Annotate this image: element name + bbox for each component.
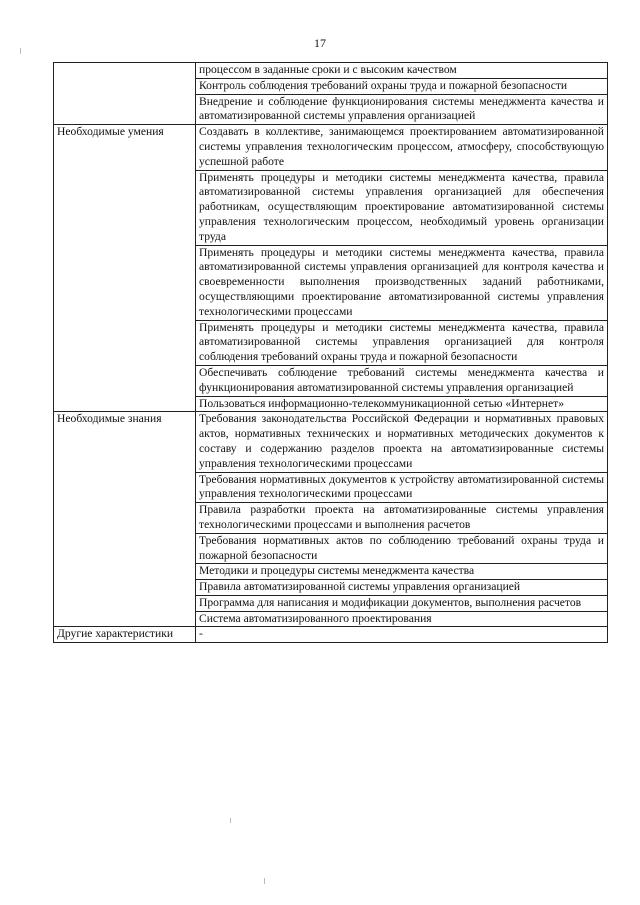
table-cell: Программа для написания и модификации документов, выполнения расчетов <box>196 595 608 611</box>
table-row <box>54 627 608 643</box>
table-cell: Правила автоматизированной системы управления организацией <box>196 580 608 596</box>
table-cell: процессом в заданные сроки и с высоким качеством <box>196 63 608 79</box>
table-cell: Методики и процедуры системы менеджмента качества <box>196 564 608 580</box>
scan-mark <box>20 48 21 54</box>
skills-label: Необходимые умения <box>54 125 196 412</box>
table-cell: Создавать в коллективе, занимающемся проектированием автоматизированной системы управления технологическим процессом, атмосферу, способствующую успешной работе <box>196 125 608 170</box>
table-cell: - <box>196 627 608 643</box>
page-number: 17 <box>314 36 326 50</box>
table-cell: Требования законодательства Российской Федерации и нормативных правовых актов, нормативных технических и нормативных методических документов к составу и содержанию разделов проекта на автоматизированные системы управления технологическими процессами <box>196 412 608 472</box>
table-cell: Применять процедуры и методики системы менеджмента качества, правила автоматизированной системы управления организацией для контроля соблюдения требований охраны труда и пожарной безопасности <box>196 320 608 365</box>
knowledge-label: Необходимые знания <box>54 412 196 627</box>
table-cell: Внедрение и соблюдение функционирования системы менеджмента качества и автоматизированной системы управления организацией <box>196 94 608 125</box>
table-cell: Применять процедуры и методики системы менеджмента качества, правила автоматизированной системы управления организацией для контроля качества и своевременности выполнения производственных заданий работниками, осуществляющими проектирование автоматизированной системы управления технологическими процессами <box>196 245 608 320</box>
table-row <box>54 125 608 170</box>
table-cell: Правила разработки проекта на автоматизированные системы управления технологическими процессами и выполнения расчетов <box>196 503 608 534</box>
table-cell: Требования нормативных актов по соблюдению требований охраны труда и пожарной безопасности <box>196 533 608 564</box>
requirements-table <box>53 62 608 643</box>
table-cell: Требования нормативных документов к устройству автоматизированной системы управления технологическими процессами <box>196 472 608 503</box>
table-cell: Контроль соблюдения требований охраны труда и пожарной безопасности <box>196 78 608 94</box>
scan-mark <box>264 878 265 884</box>
table-row <box>54 63 608 79</box>
table-cell: Пользоваться информационно-телекоммуникационной сетью «Интернет» <box>196 396 608 412</box>
scan-mark <box>230 818 231 823</box>
table-cell: Система автоматизированного проектирования <box>196 611 608 627</box>
empty-label-cell <box>54 63 196 125</box>
other-label: Другие характеристики <box>54 627 196 643</box>
table-cell: Обеспечивать соблюдение требований системы менеджмента качества и функционирования автоматизированной системы управления организацией <box>196 365 608 396</box>
table-row <box>54 412 608 472</box>
table-cell: Применять процедуры и методики системы менеджмента качества, правила автоматизированной системы управления организацией для обеспечения работникам, осуществляющим проектирование автоматизированной системы управления технологическим процессом, необходимый уровень организации труда <box>196 170 608 245</box>
